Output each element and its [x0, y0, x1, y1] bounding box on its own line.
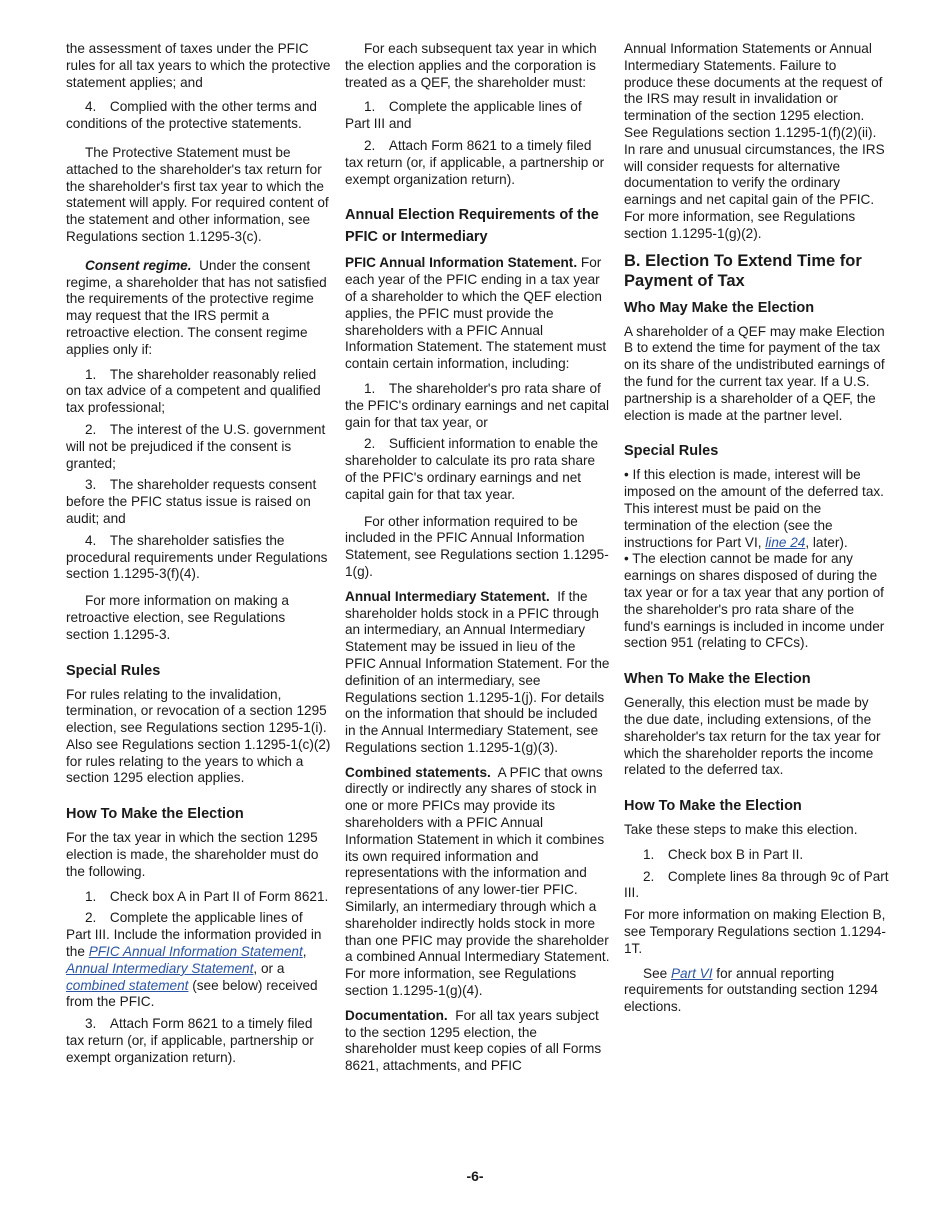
text: , or a	[253, 960, 285, 976]
list-item: 1. The shareholder reasonably relied on tax advice of a competent and qualified tax professional;	[66, 366, 321, 416]
bullet-item	[624, 467, 889, 551]
section-heading: Special Rules	[66, 662, 161, 679]
paragraph-text: If the shareholder holds stock in a PFIC through an intermediary, an Annual Intermediary Statement may be issued in lieu of the PFIC Annual Information Statement. For the definition of an intermediary, see Regulations section 1.1295-1(j). For details on the information that should be included in the Annual Intermediary Statement, see Regulations section 1.1295-1(g)(3).	[345, 588, 610, 755]
paragraph: For other information required to be included in the PFIC Annual Information Statement, see Regulations section 1.1295-1(g).	[345, 513, 609, 579]
text: The election cannot be made for any earnings on shares disposed of during the tax year or for a tax year that any portion of the shareholder's pro rata share of the fund's earnings is included in income under section 951 (relating to CFCs).	[624, 551, 885, 651]
paragraph-text: For each year of the PFIC ending in a tax year of a shareholder to which the QEF election applies, the PFIC must provide the shareholders with a PFIC Annual Information Statement. The statement must contain certain information, including:	[345, 255, 607, 372]
text: 2. Complete the applicable lines of Part III. Include the information provided in the	[66, 910, 322, 960]
list-item: 1. The shareholder's pro rata share of the PFIC's ordinary earnings and net capital gain for that tax year, or	[345, 380, 610, 430]
list-item: 1. Complete the applicable lines of Part III and	[345, 99, 582, 132]
paragraph-text: For all tax years subject to the section 1295 election, the shareholder must keep copies of all Forms 8621, attachments, and PFIC	[345, 1007, 602, 1074]
pfic-annual-information-statement-link[interactable]: PFIC Annual Information Statement	[88, 944, 303, 960]
paragraph: the assessment of taxes under the PFIC rules for all tax years to which the protective statement applies; and	[66, 41, 331, 90]
list-item: 2. The interest of the U.S. government will not be prejudiced if the consent is granted;	[66, 421, 326, 471]
run-in-heading: Combined statements.	[345, 764, 491, 780]
part-vi-link[interactable]: Part VI	[670, 965, 713, 981]
bullet-icon: •	[624, 551, 629, 567]
text: ,	[302, 944, 307, 960]
run-in-heading: PFIC Annual Information Statement.	[345, 255, 578, 271]
paragraph	[345, 765, 610, 1000]
run-in-heading: Documentation.	[345, 1007, 448, 1023]
paragraph: For each subsequent tax year in which the election applies and the corporation is treated as a QEF, the shareholder must:	[345, 41, 597, 90]
section-heading: How To Make the Election	[624, 798, 802, 815]
column-3	[624, 41, 889, 1024]
list-item: 4. The shareholder satisfies the procedural requirements under Regulations section 1.1295-3(f)(4).	[66, 532, 328, 582]
list-item	[66, 910, 331, 1011]
paragraph-text: A PFIC that owns directly or indirectly any shares of stock in one or more PFICs may provide its shareholders with a PFIC Annual Information Statement in which it combines its own required information and representations with the information and representations of any lower-tier PFIC. Similarly, an intermediary through which a shareholder indirectly holds stock in more than one PFIC may provide the shareholder a combined Annual Intermediary Statement. For more information, see Regulations section 1.1295-1(g)(4).	[345, 764, 610, 999]
paragraph: Take these steps to make this election.	[624, 822, 858, 838]
paragraph	[345, 589, 610, 757]
column-2	[345, 41, 610, 1083]
bullet-item	[624, 551, 889, 652]
paragraph: Annual Information Statements or Annual Intermediary Statements. Failure to produce these documents at the request of the IRS may result in invalidation or termination of the section 1295 election. See Regulations section 1.1295-1(f)(2)(ii). In rare and unusual circumstances, the IRS will consider requests for alternative documentation to verify the ordinary earnings and net capital gain of the PFIC. For more information, see Regulations section 1.1295-1(g)(2).	[624, 41, 885, 241]
page-number: -6-	[466, 1168, 484, 1184]
text: for annual reporting requirements for outstanding section 1294 elections.	[624, 965, 878, 1015]
paragraph: Generally, this election must be made by the due date, including extensions, of the shareholder's tax return for the tax year for which the shareholder reports the income related to the deferred tax.	[624, 695, 881, 778]
list-item: 1. Check box A in Part II of Form 8621.	[85, 888, 329, 904]
list-item: 2. Complete lines 8a through 9c of Part III.	[624, 868, 889, 901]
text: (see below) received from the PFIC.	[66, 977, 318, 1010]
paragraph: A shareholder of a QEF may make Election B to extend the time for payment of the tax on its share of the undistributed earnings of the fund for the current tax year. If a U.S. partnership is a shareholder of a QEF, the election is made at the partner level.	[624, 323, 885, 423]
paragraph: For more information on making Election B, see Temporary Regulations section 1.1294-1T.	[624, 907, 886, 956]
paragraph	[345, 255, 610, 373]
list-item: 1. Check box B in Part II.	[643, 846, 804, 862]
column-1	[66, 41, 331, 1072]
section-heading: Special Rules	[624, 443, 719, 460]
paragraph: The Protective Statement must be attached to the shareholder's tax return for the shareholder's first tax year to which the statement will apply. For required content of the statement and other information, see Regulations section 1.1295-3(c).	[66, 144, 329, 244]
annual-intermediary-statement-link[interactable]: Annual Intermediary Statement	[66, 960, 254, 976]
list-item: 2. Sufficient information to enable the shareholder to calculate its pro rata share of the PFIC's ordinary earnings and net capital gain for that tax year.	[345, 436, 599, 502]
text: , later).	[805, 534, 848, 550]
combined-statement-link[interactable]: combined statement	[66, 977, 189, 993]
paragraph-text: Under the consent regime, a shareholder that has not satisfied the requirements of the protective regime may request that the IRS permit a retroactive election. The consent regime applies only if:	[66, 257, 327, 357]
paragraph: For more information on making a retroactive election, see Regulations section 1.1295-3.	[66, 593, 289, 642]
paragraph: For rules relating to the invalidation, termination, or revocation of a section 1295 election, see Regulations section 1295-1(i). Also see Regulations section 1.1295-1(c)(2) for rules relating to the years to which a section 1295 election applies.	[66, 686, 331, 786]
section-heading: When To Make the Election	[624, 671, 811, 688]
list-item: 3. Attach Form 8621 to a timely filed tax return (or, if applicable, partnership or exempt organization return).	[66, 1016, 314, 1065]
list-item: 2. Attach Form 8621 to a timely filed tax return (or, if applicable, a partnership or exempt organization return).	[345, 137, 605, 187]
consent-paragraph	[66, 258, 331, 359]
text: See	[643, 965, 671, 981]
list-item: 3. The shareholder requests consent before the PFIC status issue is raised on audit; and	[66, 477, 317, 526]
paragraph	[624, 966, 889, 1016]
run-in-heading: Consent regime.	[85, 257, 192, 273]
list-item: 4. Complied with the other terms and conditions of the protective statements.	[66, 99, 317, 132]
paragraph: For the tax year in which the section 1295 election is made, the shareholder must do the following.	[66, 830, 319, 879]
paragraph	[345, 1008, 610, 1075]
text: If this election is made, interest will be imposed on the amount of the deferred tax. This interest must be paid on the termination of the election (see the instructions for Part VI,	[624, 467, 884, 550]
run-in-heading: Annual Intermediary Statement.	[345, 588, 550, 604]
section-heading: Annual Election Requirements of the PFIC or Intermediary	[345, 207, 599, 246]
section-title: B. Election To Extend Time for Payment of Tax	[624, 251, 862, 290]
section-heading: Who May Make the Election	[624, 299, 815, 316]
bullet-icon: •	[624, 467, 629, 483]
line-24-link[interactable]: line 24	[765, 534, 806, 550]
section-heading: How To Make the Election	[66, 806, 244, 823]
